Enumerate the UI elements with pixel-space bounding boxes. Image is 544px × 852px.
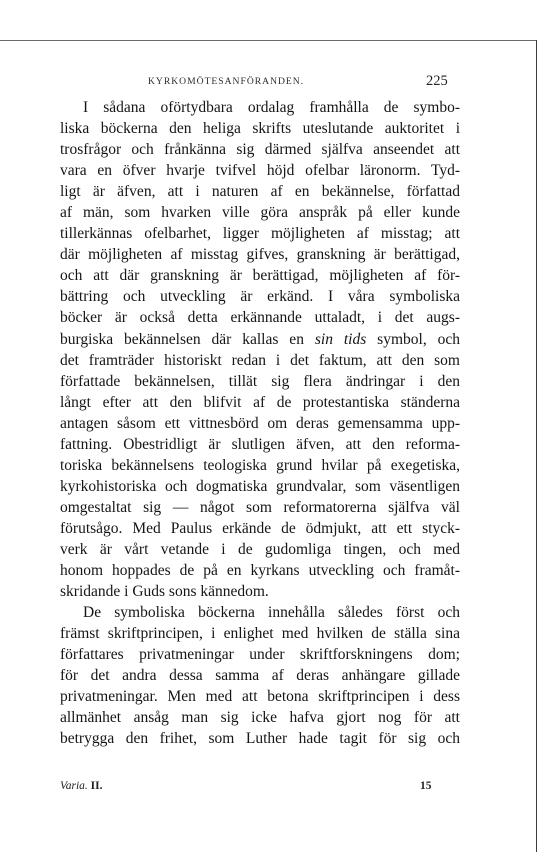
text-line: De symboliska böckerna innehålla således först och: [83, 604, 460, 622]
signature-mark: [60, 780, 103, 792]
text-line: långt efter att den blifvit af de protestantiska ständerna: [60, 393, 460, 411]
text-line: antagen såsom ett vittnesbörd om deras gemensamma upp-: [60, 414, 460, 432]
volume-label: II.: [90, 780, 103, 792]
text-line: författares privatmeningar under skriftforskningens dom;: [60, 646, 460, 664]
scan-top-edge: [0, 40, 536, 41]
page-number: 225: [426, 73, 448, 89]
text-line: I sådana oförtydbara ordalag framhålla de symbo-: [83, 99, 460, 116]
text-line: böcker är också detta erkännande uttaladt, i det augs-: [60, 309, 460, 327]
text-line: betrygga den frihet, som Luther hade tagit för sig och: [60, 730, 460, 748]
text-line: af män, som hvarken ville göra anspråk på eller kunde: [60, 204, 460, 222]
text-line: och att där granskning är berättigad, möjligheten af för-: [60, 267, 460, 285]
signature-label: Varia.: [60, 780, 88, 792]
text-line: tillerkännas ofelbarhet, ligger möjligheten af misstag; att: [60, 225, 460, 243]
text-line: trosfrågor och frånkänna sig därmed själfva anseendet att: [60, 141, 460, 159]
text-line: privatmeningar. Men med att betona skriftprincipen i dess: [60, 688, 460, 706]
text-line: för det andra dessa samma af deras anhängare gillade: [60, 667, 460, 685]
text-line: honom hoppades de på en kyrkans utveckling och framåt-: [60, 562, 460, 580]
italic-phrase: sin tids: [314, 330, 367, 348]
text-line: fattning. Obestridligt är slutligen äfven, att den reforma-: [60, 435, 460, 453]
text-line: vara en öfver hvarje tvifvel höjd ofelbar läronorm. Tyd-: [60, 162, 460, 180]
text-segment: burgiska bekännelsen där kallas en: [60, 330, 315, 348]
text-segment: symbol, och: [366, 330, 460, 348]
text-line-with-italic: [60, 329, 460, 350]
text-line: förutsågo. Med Paulus erkände de ödmjukt, att ett styck-: [60, 519, 460, 537]
body-text: [60, 97, 460, 749]
text-line: bättring och utveckling är erkänd. I våra symboliska: [60, 288, 460, 306]
text-line: ligt är äfven, att i naturen af en bekännelse, författad: [60, 183, 460, 201]
text-line: främst skriftprincipen, i enlighet med hvilken de ställa sina: [60, 625, 460, 643]
running-title: KYRKOMÖTESANFÖRANDEN.: [148, 76, 305, 87]
text-line: skridande i Guds sons kännedom.: [60, 583, 269, 601]
text-line: omgestaltat sig — något som reformatorerna själfva väl: [60, 498, 460, 516]
text-line: kyrkohistoriska och dogmatiska grundvalar, som väsentligen: [60, 477, 460, 495]
text-line: författade bekännelsen, tillät sig flera ändringar i den: [60, 372, 460, 390]
text-line: verk är vårt vetande i de gudomliga tingen, och med: [60, 540, 460, 558]
text-line: allmänhet ansåg man sig icke hafva gjort nog för att: [60, 709, 460, 727]
text-line: toriska bekännelsens teologiska grund hvilar på exegetiska,: [60, 456, 460, 474]
text-line: liska böckerna den heliga skrifts uteslutande auktoritet i: [60, 120, 460, 138]
sheet-number: 15: [420, 780, 432, 792]
text-line: det framträder historiskt redan i det faktum, att den som: [60, 351, 460, 369]
text-line: där möjligheten af misstag gifves, granskning är berättigad,: [60, 246, 460, 264]
scan-right-edge: [536, 40, 537, 852]
